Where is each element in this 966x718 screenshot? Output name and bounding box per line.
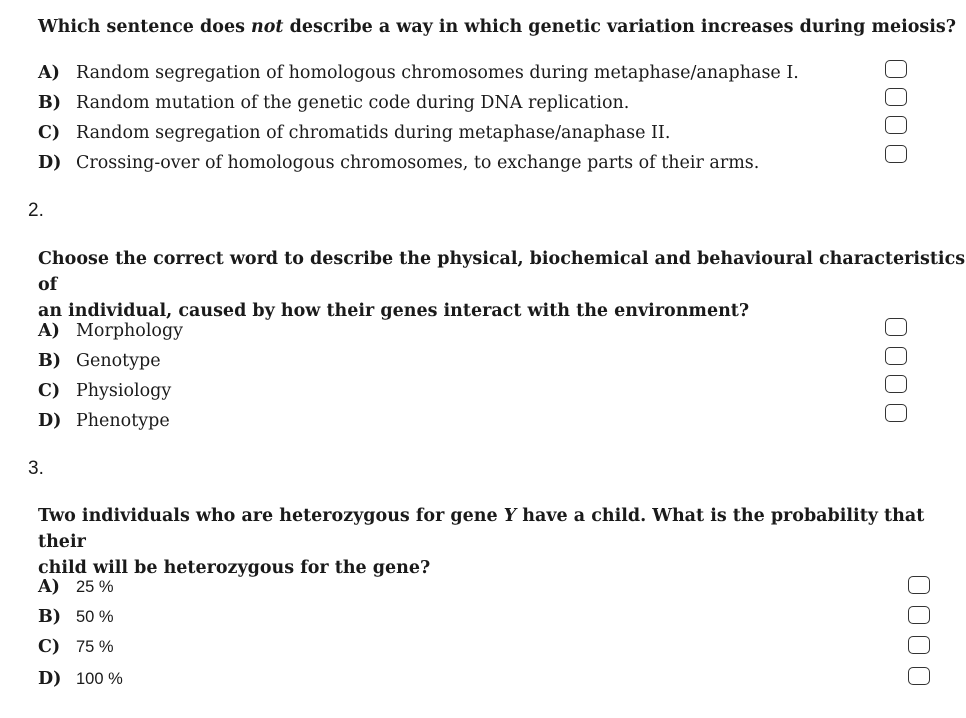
question-3-text-part: have a child. What is the probability that their [38, 506, 925, 552]
q2-checkbox-a[interactable] [885, 318, 907, 336]
option-letter: D) [38, 411, 62, 431]
question-3-emphasis: Y [503, 506, 517, 526]
option-letter: D) [38, 669, 62, 689]
option-letter: A) [38, 321, 60, 341]
question-2-number: 2. [28, 200, 44, 221]
q2-option-c [38, 376, 171, 406]
question-1-text-part: Which sentence does [38, 17, 252, 37]
option-text: Random mutation of the genetic code during DNA replication. [76, 93, 630, 113]
option-text: Crossing-over of homologous chromosomes, to exchange parts of their arms. [76, 153, 760, 173]
question-3-line: child will be heterozygous for the gene? [38, 558, 431, 578]
q1-option-c [38, 118, 670, 148]
option-letter: D) [38, 153, 62, 173]
option-text: Phenotype [76, 411, 170, 431]
q1-checkbox-d[interactable] [885, 145, 907, 163]
q2-checkbox-c[interactable] [885, 375, 907, 393]
option-text: Physiology [76, 381, 172, 401]
question-3-line [38, 503, 966, 555]
q1-option-d [38, 148, 759, 178]
question-2-line: an individual, caused by how their genes interact with the environment? [38, 301, 750, 321]
option-text: Random segregation of chromatids during metaphase/anaphase II. [76, 123, 671, 143]
option-letter: B) [38, 351, 62, 371]
q3-option-b [38, 602, 114, 632]
option-letter: C) [38, 381, 61, 401]
q2-option-a [38, 316, 183, 346]
option-text: 25 % [76, 578, 114, 596]
q3-checkbox-a[interactable] [908, 576, 930, 594]
question-3-text [38, 503, 966, 581]
q1-checkbox-b[interactable] [885, 88, 907, 106]
q2-option-b [38, 346, 161, 376]
question-2-line: Choose the correct word to describe the physical, biochemical and behavioural characteristics of [38, 249, 966, 295]
q3-option-c [38, 632, 114, 662]
option-text: Random segregation of homologous chromosomes during metaphase/anaphase I. [76, 63, 799, 83]
q3-checkbox-d[interactable] [908, 667, 930, 685]
question-1-emphasis: not [251, 17, 284, 37]
q2-checkbox-b[interactable] [885, 347, 907, 365]
option-text: 100 % [76, 670, 123, 688]
q3-checkbox-c[interactable] [908, 636, 930, 654]
option-letter: C) [38, 123, 61, 143]
option-letter: B) [38, 607, 62, 627]
q1-option-b [38, 88, 629, 118]
option-letter: C) [38, 637, 61, 657]
q3-option-d [38, 664, 123, 694]
question-3-number: 3. [28, 458, 44, 479]
option-text: 75 % [76, 638, 114, 656]
q2-option-d [38, 406, 170, 436]
q1-option-a [38, 58, 799, 88]
q3-option-a [38, 572, 114, 602]
q2-checkbox-d[interactable] [885, 404, 907, 422]
option-text: Genotype [76, 351, 161, 371]
option-letter: A) [38, 63, 60, 83]
question-3-text-part: Two individuals who are heterozygous for gene [38, 506, 504, 526]
option-letter: B) [38, 93, 62, 113]
question-2-text [38, 246, 966, 324]
option-text: 50 % [76, 608, 114, 626]
q3-checkbox-b[interactable] [908, 606, 930, 624]
question-1-text-part: describe a way in which genetic variation increases during meiosis? [283, 17, 957, 37]
q1-checkbox-c[interactable] [885, 116, 907, 134]
question-1-text [38, 14, 956, 40]
option-letter: A) [38, 577, 60, 597]
option-text: Morphology [76, 321, 184, 341]
q1-checkbox-a[interactable] [885, 60, 907, 78]
